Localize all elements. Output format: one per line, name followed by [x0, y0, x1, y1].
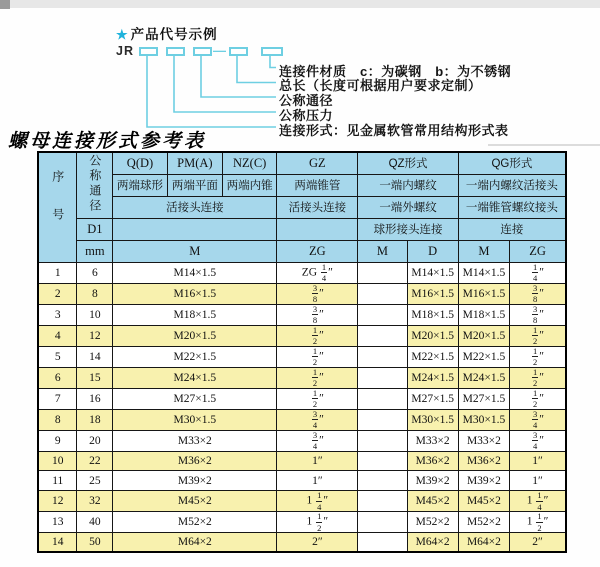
- code-separator-dash: —: [213, 43, 226, 58]
- cell-qz_d: M18×1.5: [407, 304, 458, 325]
- code-prefix: JR: [116, 44, 134, 58]
- cell-m: M24×1.5: [113, 367, 277, 388]
- cell-dn: 10: [77, 304, 113, 325]
- cell-zg: $\frac{1}{2}$ ″: [277, 367, 358, 388]
- cell-no: 8: [38, 409, 77, 430]
- cell-m: M36×2: [113, 451, 277, 471]
- cell-qz_m: [358, 430, 407, 451]
- label-total-length: 总长（长度可根据用户要求定制）: [279, 78, 482, 93]
- cell-qz_d: M20×1.5: [407, 325, 458, 346]
- table-row: [38, 346, 566, 367]
- cell-qz_d: M14×1.5: [407, 262, 458, 283]
- cell-qg_zg: $\frac{1}{2}$ ″: [510, 367, 566, 388]
- cell-zg: 2″: [277, 533, 358, 553]
- cell-qz_m: [358, 325, 407, 346]
- header-col-qg: QG形式: [458, 152, 566, 174]
- cell-qz_d: M16×1.5: [407, 283, 458, 304]
- cell-dn: 8: [77, 283, 113, 304]
- cell-qg_zg: 2″: [510, 533, 566, 553]
- cell-qg_zg: $\frac{1}{2}$ ″: [510, 346, 566, 367]
- header-seq: 序号: [38, 152, 77, 262]
- table-body: [38, 262, 566, 552]
- header-union-desc: 活接头连接: [113, 196, 277, 218]
- table-row: [38, 367, 566, 388]
- table-row: [38, 451, 566, 471]
- cell-dn: 16: [77, 388, 113, 409]
- cell-dn: 14: [77, 346, 113, 367]
- header-col-qz: QZ形式: [358, 152, 458, 174]
- cell-dn: 25: [77, 471, 113, 491]
- header-col-pm: PM(A): [167, 152, 222, 174]
- cell-qz_d: M24×1.5: [407, 367, 458, 388]
- cell-qz_m: [358, 304, 407, 325]
- cell-qz_d: M36×2: [407, 451, 458, 471]
- cell-qz_m: [358, 451, 407, 471]
- cell-m: M64×2: [113, 533, 277, 553]
- diagram-title: [116, 23, 218, 43]
- cell-zg: $\frac{3}{4}$ ″: [277, 409, 358, 430]
- cell-qg_zg: $\frac{3}{4}$ ″: [510, 430, 566, 451]
- header-zg3: ZG: [510, 240, 566, 262]
- cell-qg_m: M33×2: [458, 430, 509, 451]
- cell-m: M18×1.5: [113, 304, 277, 325]
- table-row: [38, 304, 566, 325]
- cell-qz_d: M39×2: [407, 471, 458, 491]
- header-q-desc: 两端球形: [113, 174, 167, 196]
- cell-no: 14: [38, 533, 77, 553]
- cell-m: M27×1.5: [113, 388, 277, 409]
- header-empty-m: [113, 218, 277, 240]
- cell-no: 11: [38, 471, 77, 491]
- cell-qg_m: M45×2: [458, 491, 509, 512]
- header-m2: M: [358, 240, 407, 262]
- cell-no: 12: [38, 491, 77, 512]
- cell-qz_m: [358, 409, 407, 430]
- cell-m: M52×2: [113, 512, 277, 533]
- cell-qg_zg: 1″: [510, 451, 566, 471]
- cell-m: M16×1.5: [113, 283, 277, 304]
- cell-no: 10: [38, 451, 77, 471]
- header-dn: 公称通径: [77, 152, 113, 218]
- cell-qz_m: [358, 262, 407, 283]
- cell-qg_zg: 1 $\frac{1}{2}$ ″: [510, 512, 566, 533]
- cell-qz_d: M30×1.5: [407, 409, 458, 430]
- reference-table: [37, 151, 567, 553]
- cell-qg_zg: 1″: [510, 471, 566, 491]
- header-m3: M: [458, 240, 509, 262]
- cell-dn: 50: [77, 533, 113, 553]
- cell-dn: 18: [77, 409, 113, 430]
- table-row: [38, 512, 566, 533]
- cell-qz_m: [358, 388, 407, 409]
- header-col-nz: NZ(C): [223, 152, 277, 174]
- cell-no: 1: [38, 262, 77, 283]
- header-gz-union: 活接头连接: [277, 196, 358, 218]
- header-qz-desc2: 一端外螺纹: [358, 196, 458, 218]
- cell-qz_d: M33×2: [407, 430, 458, 451]
- cell-no: 6: [38, 367, 77, 388]
- cell-m: M33×2: [113, 430, 277, 451]
- cell-m: M14×1.5: [113, 262, 277, 283]
- table-row: [38, 325, 566, 346]
- table-row: [38, 388, 566, 409]
- label-connector-material: 连接件材质 c：为碳钢 b：为不锈钢: [279, 64, 512, 79]
- cell-qz_m: [358, 512, 407, 533]
- label-connection-type: 连接形式：见金属软管常用结构形式表: [279, 123, 509, 138]
- header-qg-desc2: 一端锥管螺纹接头: [458, 196, 566, 218]
- cell-qg_m: M14×1.5: [458, 262, 509, 283]
- cell-zg: $\frac{1}{2}$ ″: [277, 346, 358, 367]
- cell-qg_zg: $\frac{3}{4}$ ″: [510, 409, 566, 430]
- cell-no: 7: [38, 388, 77, 409]
- cell-qg_m: M30×1.5: [458, 409, 509, 430]
- header-d1: D1: [77, 218, 113, 240]
- cell-qg_m: M16×1.5: [458, 283, 509, 304]
- header-mm: mm: [77, 240, 113, 262]
- cell-dn: 6: [77, 262, 113, 283]
- cell-qz_m: [358, 471, 407, 491]
- cell-qz_d: M22×1.5: [407, 346, 458, 367]
- cell-qg_m: M52×2: [458, 512, 509, 533]
- cell-dn: 15: [77, 367, 113, 388]
- cell-qg_m: M20×1.5: [458, 325, 509, 346]
- cell-zg: $\frac{3}{8}$ ″: [277, 304, 358, 325]
- cell-zg: ZG $\frac{1}{4}$ ″: [277, 262, 358, 283]
- cell-qg_m: M24×1.5: [458, 367, 509, 388]
- cell-qg_zg: $\frac{3}{8}$ ″: [510, 283, 566, 304]
- cell-no: 5: [38, 346, 77, 367]
- cell-zg: 1 $\frac{1}{4}$ ″: [277, 491, 358, 512]
- cell-no: 9: [38, 430, 77, 451]
- header-nz-desc: 两端内锥: [223, 174, 277, 196]
- cell-m: M30×1.5: [113, 409, 277, 430]
- cell-qg_m: M64×2: [458, 533, 509, 553]
- cell-qg_zg: $\frac{1}{2}$ ″: [510, 388, 566, 409]
- cell-zg: $\frac{3}{8}$ ″: [277, 283, 358, 304]
- cell-qg_zg: $\frac{3}{8}$ ″: [510, 304, 566, 325]
- table-row: [38, 283, 566, 304]
- cell-no: 3: [38, 304, 77, 325]
- cell-qz_m: [358, 491, 407, 512]
- header-col-q: Q(D): [113, 152, 167, 174]
- header-gz-desc: 两端锥管: [277, 174, 358, 196]
- header-qg-conn: 连接: [458, 218, 566, 240]
- cell-qg_zg: $\frac{1}{2}$ ″: [510, 325, 566, 346]
- header-qz-desc1: 一端内螺纹: [358, 174, 458, 196]
- header-col-gz: GZ: [277, 152, 358, 174]
- cell-qz_d: M64×2: [407, 533, 458, 553]
- cell-zg: $\frac{1}{2}$ ″: [277, 325, 358, 346]
- cell-qg_m: M18×1.5: [458, 304, 509, 325]
- code-box-1: [139, 47, 158, 56]
- header-empty-gz: [277, 218, 358, 240]
- header-pm-desc: 两端平面: [167, 174, 222, 196]
- cell-dn: 20: [77, 430, 113, 451]
- code-box-4: [229, 47, 248, 56]
- cell-m: M39×2: [113, 471, 277, 491]
- cell-qg_zg: 1 $\frac{1}{4}$ ″: [510, 491, 566, 512]
- code-box-2: [166, 47, 185, 56]
- table-row: [38, 491, 566, 512]
- header-zg1: ZG: [277, 240, 358, 262]
- cell-qg_m: M36×2: [458, 451, 509, 471]
- cell-qg_m: M27×1.5: [458, 388, 509, 409]
- label-nominal-diameter: 公称通径: [279, 93, 334, 108]
- cell-qg_m: M39×2: [458, 471, 509, 491]
- header-d2: D: [407, 240, 458, 262]
- cell-zg: $\frac{1}{2}$ ″: [277, 388, 358, 409]
- table-row: [38, 430, 566, 451]
- cell-qg_zg: $\frac{1}{4}$ ″: [510, 262, 566, 283]
- code-box-3: [193, 47, 212, 56]
- cell-zg: 1″: [277, 451, 358, 471]
- header-qz-conn: 球形接头连接: [358, 218, 458, 240]
- cell-m: M45×2: [113, 491, 277, 512]
- product-code-diagram: [0, 0, 600, 145]
- table-row: [38, 409, 566, 430]
- star-icon: ★: [116, 27, 129, 42]
- cell-dn: 40: [77, 512, 113, 533]
- cell-dn: 12: [77, 325, 113, 346]
- cell-qz_m: [358, 346, 407, 367]
- cell-zg: $\frac{3}{4}$ ″: [277, 430, 358, 451]
- cell-dn: 32: [77, 491, 113, 512]
- table-row: [38, 471, 566, 491]
- table-title: 螺母连接形式参考表: [8, 130, 207, 152]
- label-nominal-pressure: 公称压力: [279, 108, 334, 123]
- diagram-title-text: 产品代号示例: [130, 27, 218, 42]
- cell-qz_d: M27×1.5: [407, 388, 458, 409]
- header-m1: M: [113, 240, 277, 262]
- table-row: [38, 262, 566, 283]
- table-row: [38, 533, 566, 553]
- cell-qz_d: M45×2: [407, 491, 458, 512]
- cell-qz_m: [358, 367, 407, 388]
- cell-qg_m: M22×1.5: [458, 346, 509, 367]
- code-box-5: [261, 47, 283, 56]
- cell-no: 2: [38, 283, 77, 304]
- cell-qz_m: [358, 283, 407, 304]
- cell-m: M22×1.5: [113, 346, 277, 367]
- cell-dn: 22: [77, 451, 113, 471]
- cell-zg: 1 $\frac{1}{2}$ ″: [277, 512, 358, 533]
- cell-no: 4: [38, 325, 77, 346]
- cell-qz_m: [358, 533, 407, 553]
- header-qg-desc1: 一端内螺纹活接头: [458, 174, 566, 196]
- cell-m: M20×1.5: [113, 325, 277, 346]
- cell-no: 13: [38, 512, 77, 533]
- cell-qz_d: M52×2: [407, 512, 458, 533]
- cell-zg: 1″: [277, 471, 358, 491]
